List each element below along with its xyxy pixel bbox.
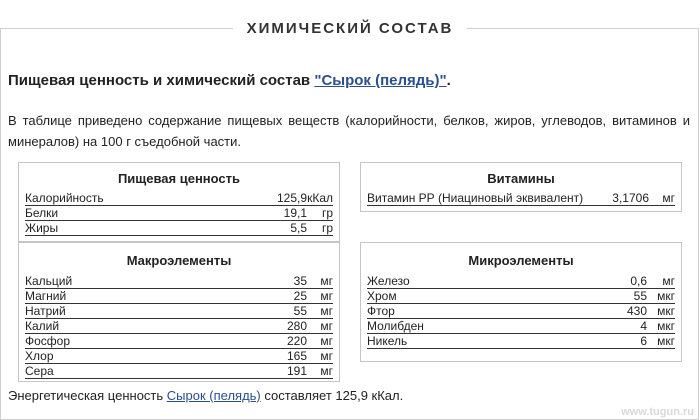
watermark: www.tugun.ru: [621, 406, 694, 418]
nutrient-value: 4: [640, 319, 647, 333]
nutrient-name: Витамин РР (Ниациновый эквивалент): [367, 191, 584, 205]
nutrient-unit: мкг: [657, 289, 675, 303]
table-row: [25, 221, 333, 236]
nutrient-name: Кальций: [25, 274, 73, 288]
table-row: [367, 319, 675, 334]
nutrient-name: Железо: [367, 274, 410, 288]
footer-product-link[interactable]: Сырок (пелядь): [166, 388, 261, 403]
table-row: [25, 349, 333, 364]
nutrient-unit: мг: [320, 274, 333, 288]
table-row: [25, 364, 333, 379]
table-row: [367, 191, 675, 206]
table-row: [25, 319, 333, 334]
nutrient-unit: мг: [320, 364, 333, 378]
nutrition-table: [18, 162, 340, 242]
nutrient-value: 3,1706: [612, 191, 649, 205]
nutrient-name: Жиры: [25, 221, 59, 235]
nutrient-name: Хром: [367, 289, 397, 303]
nutrient-unit: мг: [320, 289, 333, 303]
table-row: [25, 206, 333, 221]
nutrient-value: 125,9: [276, 191, 307, 205]
nutrient-name: Фтор: [367, 304, 395, 318]
section-title: ХИМИЧЕСКИЙ СОСТАВ: [233, 20, 468, 37]
nutrient-name: Молибден: [367, 319, 424, 333]
table-row: [367, 304, 675, 319]
table-row: [367, 274, 675, 289]
energy-summary: [8, 388, 403, 403]
nutrient-name: Натрий: [25, 304, 66, 318]
table-row: [25, 334, 333, 349]
nutrient-name: Никель: [367, 334, 408, 348]
vitamins-rows: [367, 191, 675, 206]
nutrient-unit: мг: [320, 334, 333, 348]
nutrient-unit: кКал: [307, 191, 333, 205]
nutrient-name: Белки: [25, 206, 59, 220]
nutrient-value: 55: [633, 289, 647, 303]
nutrient-unit: мг: [320, 304, 333, 318]
nutrient-value: 220: [286, 334, 307, 348]
macro-rows: [25, 274, 333, 379]
nutrient-value: 6: [640, 334, 647, 348]
nutrient-value: 5,5: [290, 221, 307, 235]
energy-summary-suffix: составляет 125,9 кКал.: [260, 388, 404, 403]
nutrient-value: 19,1: [283, 206, 307, 220]
nutrient-name: Калорийность: [25, 191, 104, 205]
product-link[interactable]: "Сырок (пелядь)": [314, 72, 447, 89]
micro-table-title: Микроэлементы: [468, 253, 574, 268]
nutrient-value: 35: [293, 274, 307, 288]
table-row: [25, 191, 333, 206]
nutrient-value: 430: [626, 304, 647, 318]
table-row: [25, 274, 333, 289]
nutrition-table-title: Пищевая ценность: [117, 171, 241, 186]
vitamins-table: [360, 162, 682, 212]
nutrient-unit: мкг: [657, 334, 675, 348]
nutrient-unit: мг: [320, 349, 333, 363]
nutrient-value: 165: [286, 349, 307, 363]
nutrient-unit: мкг: [657, 304, 675, 318]
page-title-prefix: Пищевая ценность и химический состав: [8, 72, 315, 89]
table-row: [367, 289, 675, 304]
nutrient-unit: мг: [662, 191, 675, 205]
nutrient-unit: мкг: [657, 319, 675, 333]
nutrient-value: 0,6: [630, 274, 647, 288]
nutrient-value: 55: [293, 304, 307, 318]
nutrient-value: 280: [286, 319, 307, 333]
nutrient-name: Хлор: [25, 349, 54, 363]
nutrient-unit: гр: [321, 221, 333, 235]
page-title: [8, 72, 451, 89]
nutrient-unit: гр: [321, 206, 333, 220]
nutrient-unit: мг: [662, 274, 675, 288]
table-row: [25, 289, 333, 304]
macro-table: [18, 242, 340, 382]
section-header: [0, 20, 700, 38]
nutrient-name: Фосфор: [25, 334, 71, 348]
page-title-suffix: .: [446, 72, 451, 89]
nutrient-name: Калий: [25, 319, 60, 333]
energy-summary-prefix: Энергетическая ценность: [8, 388, 167, 403]
table-row: [367, 334, 675, 349]
micro-table: [360, 242, 682, 362]
nutrient-name: Сера: [25, 364, 54, 378]
nutrient-value: 191: [286, 364, 307, 378]
intro-paragraph: В таблице приведено содержание пищевых веществ (калорийности, белков, жиров, углеводов, витаминов и минералов) на 100 г съедобной части.: [8, 113, 690, 149]
nutrient-unit: мг: [320, 319, 333, 333]
macro-table-title: Макроэлементы: [126, 253, 232, 268]
nutrient-value: 25: [293, 289, 307, 303]
vitamins-table-title: Витамины: [487, 171, 555, 186]
nutrient-name: Магний: [25, 289, 67, 303]
micro-rows: [367, 274, 675, 349]
table-row: [25, 304, 333, 319]
nutrition-rows: [25, 191, 333, 236]
